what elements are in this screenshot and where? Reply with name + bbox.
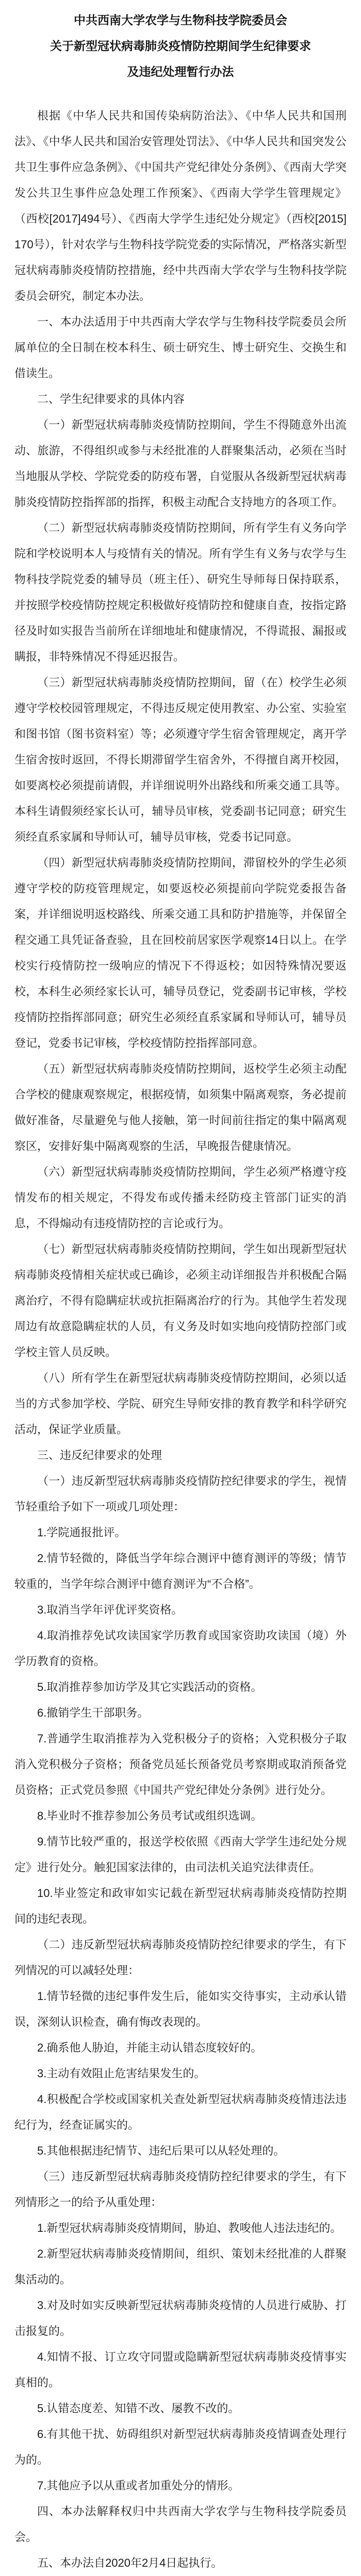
title-line-3: 及违纪处理暂行办法 — [127, 65, 234, 78]
paragraph: 3.取消当学年评优评奖资格。 — [37, 1603, 183, 1616]
paragraph: 4.取消推荐免试攻读国家学历教育或国家资助攻读国（境）外学历教育的资格。 — [14, 1629, 347, 1668]
paragraph: 3.对及时如实反映新型冠状病毒肺炎疫情的人员进行威胁、打击报复的。 — [14, 2299, 347, 2337]
paragraph: 3.主动有效阻止危害结果发生的。 — [37, 2067, 206, 2080]
paragraph: 6.撤销学生干部职务。 — [37, 1706, 149, 1719]
paragraph: 8.毕业时不推荐参加公务员考试或组织选调。 — [37, 1809, 262, 1822]
paragraph: （三）违反新型冠状病毒肺炎疫情防控纪律要求的学生，有下列情形之一的给予从重处理： — [14, 2170, 347, 2209]
paragraph: 6.有其他干扰、妨碍组织对新型冠状病毒肺炎疫情调查处理行为的。 — [14, 2428, 347, 2466]
paragraph: （七）新型冠状病毒肺炎疫情防控期间，学生如出现新型冠状病毒肺炎疫情相关症状或已确诊，必须主动详细报告并积极配合隔离治疗，不得有隐瞒症状或抗拒隔离治疗的行为。其他学生若发现周边有故意隐瞒症状的人员，有义务及时如实地向疫情防控部门或学校主管人员反映。 — [14, 1243, 347, 1359]
document-title — [14, 7, 347, 84]
paragraph: 一、本办法适用于中共西南大学农学与生物科技学院委员会所属单位的全日制在校本科生、硕士研究生、博士研究生、交换生和借读生。 — [14, 315, 347, 380]
paragraph: 2.新型冠状病毒肺炎疫情期间，组织、策划未经批准的人群聚集活动的。 — [14, 2247, 347, 2286]
paragraph: 三、违反纪律要求的处理 — [37, 1449, 162, 1462]
paragraph: 1.新型冠状病毒肺炎疫情期间，胁迫、教唆他人违法违纪的。 — [37, 2222, 342, 2234]
paragraph: 2.情节轻微的，降低当学年综合测评中德育测评的等级；情节较重的，当学年综合测评中德育测评为“不合格”。 — [14, 1552, 347, 1590]
title-line-2: 关于新型冠状病毒肺炎疫情防控期间学生纪律要求 — [50, 39, 311, 53]
paragraph: 7.普通学生取消推荐为入党积极分子的资格；入党积极分子取消入党积极分子资格；预备党员延长预备党员考察期或取消预备党员资格；正式党员参照《中国共产党纪律处分条例》进行处分。 — [14, 1732, 347, 1797]
paragraph: （六）新型冠状病毒肺炎疫情防控期间，学生必须严格遵守疫情发布的相关规定，不得发布或传播未经防疫主管部门证实的消息，不得煽动有违疫情防控的言论或行为。 — [14, 1165, 347, 1230]
paragraph: 1.情节轻微的违纪事件发生后，能如实交待事实，主动承认错误，深刻认识检查，确有悔改表现的。 — [14, 1990, 347, 2028]
paragraph: （一）违反新型冠状病毒肺炎疫情防控纪律要求的学生，视情节轻重给予如下一项或几项处理： — [14, 1475, 347, 1513]
paragraph: 7.其他应予以从重或者加重处分的情形。 — [37, 2479, 240, 2492]
paragraph: 10.毕业签定和政审如实记载在新型冠状病毒肺炎疫情防控期间的违纪表现。 — [14, 1887, 347, 1925]
paragraph: 根据《中华人民共和国传染病防治法》、《中华人民共和国刑法》、《中华人民共和国治安管理处罚法》、《中华人民共和国突发公共卫生事件应急条例》、《中国共产党纪律处分条例》、《西南大学突发公共卫生事件应急处理工作预案》、《西南大学学生管理规定》（西校[2017]494号）、《西南大学学生违纪处分规定》（西校[2015]170号），针对农学与生物科技学院党委的实际情况，严格落实新型冠状病毒肺炎疫情防控措施，经中共西南大学农学与生物科技学院委员会研究，制定本办法。 — [14, 109, 347, 302]
paragraph: 四、本办法解释权归中共西南大学农学与生物科技学院委员会。 — [14, 2505, 347, 2544]
paragraph: 5.其他根据违纪情节、违纪后果可以从轻处理的。 — [37, 2144, 285, 2157]
title-line-1: 中共西南大学农学与生物科技学院委员会 — [74, 13, 287, 27]
document-body — [14, 103, 347, 2576]
paragraph: 2.确系他人胁迫，并能主动认错态度较好的。 — [37, 2041, 262, 2054]
paragraph: 1.学院通报批评。 — [37, 1526, 126, 1539]
paragraph: （一）新型冠状病毒肺炎疫情防控期间，学生不得随意外出流动、旅游，不得组织或参与未经批准的人群聚集活动，必须在当时当地服从学校、学院党委的防疫布署，自觉服从各级新型冠状病毒肺炎疫情防控指挥部的指挥，积极主动配合支持地方的各项工作。 — [14, 418, 347, 509]
paragraph: 二、学生纪律要求的具体内容 — [37, 393, 185, 405]
paragraph: （三）新型冠状病毒肺炎疫情防控期间，留（在）校学生必须遵守学校校园管理规定，不得违反规定使用教室、办公室、实验室和图书馆（图书资料室）等；必须遵守学生宿舍管理规定，离开学生宿舍按时返回，不得长期滞留学生宿舍外，不得擅自离开校园，如要离校必须提前请假，并详细说明外出路线和所乘交通工具等。本科生请假须经家长认可，辅导员审核，党委副书记同意；研究生须经直系家属和导师认可，辅导员审核，党委书记同意。 — [14, 676, 347, 843]
paragraph: 5.认错态度差、知错不改、屡教不改的。 — [37, 2402, 240, 2415]
paragraph: 5.取消推荐参加访学及其它实践活动的资格。 — [37, 1681, 262, 1693]
paragraph: 9.情节比较严重的，报送学校依照《西南大学学生违纪处分规定》进行处分。触犯国家法律的，由司法机关追究法律责任。 — [14, 1835, 347, 1874]
paragraph: （八）所有学生在新型冠状病毒肺炎疫情防控期间，必须以适当的方式参加学校、学院、研究生导师安排的教育教学和科学研究活动，保证学业质量。 — [14, 1371, 347, 1436]
paragraph: （二）新型冠状病毒肺炎疫情防控期间，所有学生有义务向学院和学校说明本人与疫情有关的情况。所有学生有义务与农学与生物科技学院党委的辅导员（班主任）、研究生导师每日保持联系，并按照学校疫情防控规定积极做好疫情防控和健康自查，按指定路径及时如实报告当前所在详细地址和健康情况，不得谎报、漏报或瞒报，非特殊情况不得延迟报告。 — [14, 521, 347, 663]
paragraph: 五、本办法自2020年2月4日起执行。 — [37, 2556, 223, 2569]
paragraph: 4.知情不报、订立攻守同盟或隐瞒新型冠状病毒肺炎疫情事实真相的。 — [14, 2350, 347, 2389]
paragraph: （四）新型冠状病毒肺炎疫情防控期间，滞留校外的学生必须遵守学校的防疫管理规定，如要返校必须提前向学院党委报告备案，并详细说明返校路线、所乘交通工具和防护措施等，并保留全程交通工具凭证备查验，且在回校前居家医学观察14日以上。在学校实行疫情防控一级响应的情况下不得返校；如因特殊情况要返校，本科生必须经家长认可，辅导员登记，党委副书记审核，学校疫情防控指挥部同意；研究生必须经直系家属和导师认可，辅导员登记，党委书记审核，学校疫情防控指挥部同意。 — [14, 856, 347, 1049]
paragraph: （二）违反新型冠状病毒肺炎疫情防控纪律要求的学生，有下列情况的可以减轻处理： — [14, 1938, 347, 1977]
paragraph: 4.积极配合学校或国家机关查处新型冠状病毒肺炎疫情违法违纪行为，经查证属实的。 — [14, 2093, 347, 2131]
paragraph: （五）新型冠状病毒肺炎疫情防控期间，返校学生必须主动配合学校的健康观察规定，根据疫情，如须集中隔离观察，务必提前做好准备，尽量避免与他人接触，第一时间前往指定的集中隔离观察区，安排好集中隔离观察的生活，早晚报告健康情况。 — [14, 1062, 347, 1153]
